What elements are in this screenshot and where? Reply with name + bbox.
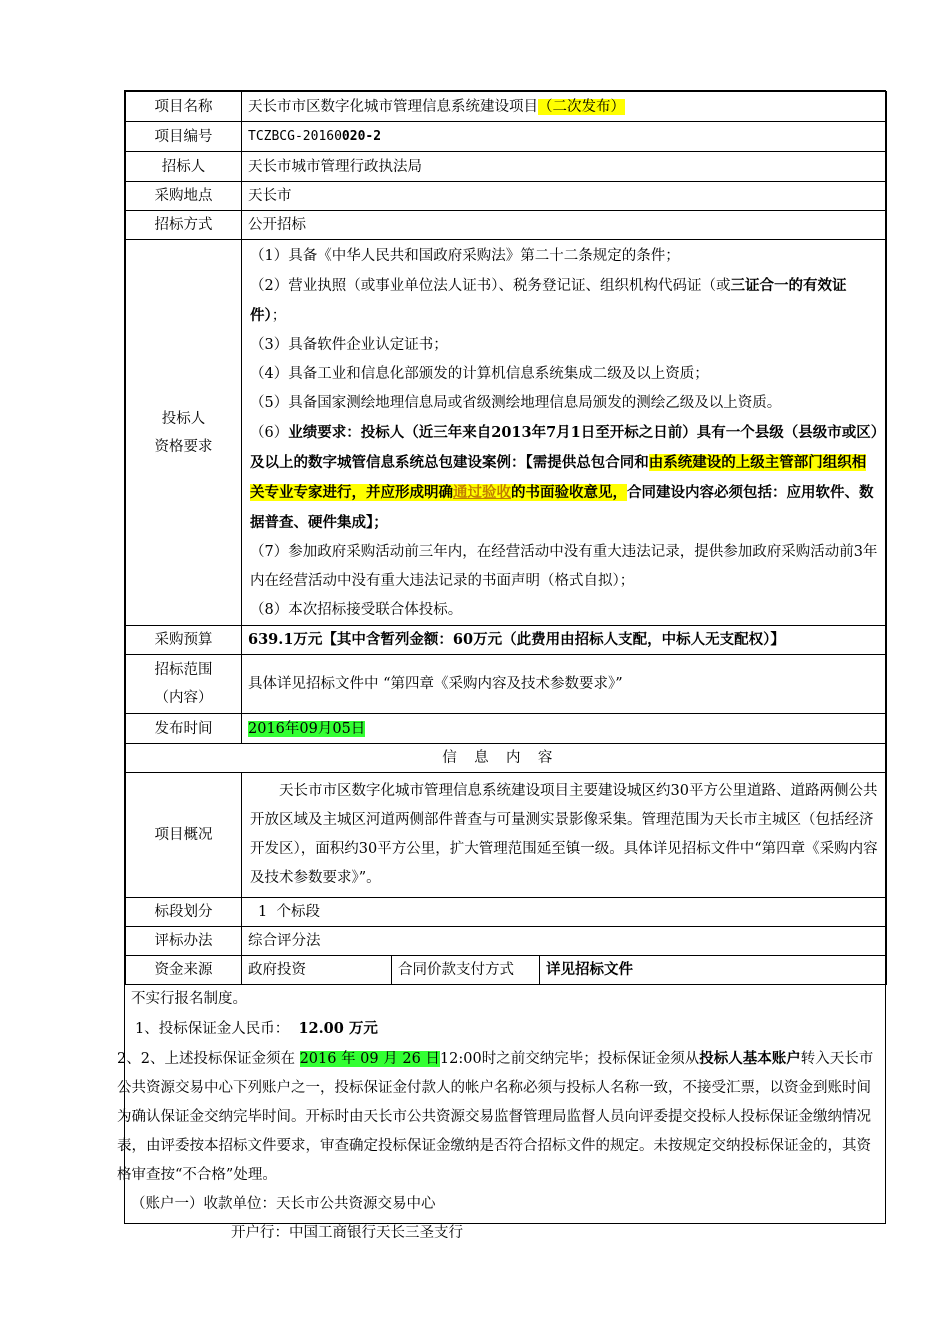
tender-document	[117, 90, 886, 1241]
value-budget	[242, 626, 887, 655]
req-2c: ；	[271, 308, 287, 324]
label-funding: 资金来源	[126, 956, 242, 985]
row-method	[126, 211, 887, 240]
deposit-amount-label: 1、投标保证金人民币：	[135, 1021, 299, 1037]
budget-text: 639.1万元【其中含暂列金额：60万元（此费用由招标人支配，中标人无支配权）】	[248, 631, 785, 648]
value-publish	[242, 714, 887, 744]
row-lots	[126, 898, 887, 927]
row-funding	[126, 956, 887, 985]
req-8: （8）本次招标接受联合体投标。	[250, 602, 463, 618]
label-tenderer: 招标人	[126, 152, 242, 182]
req-6f: 合同建设内容必须包括：应用软件、数据普查、硬件集成】；	[250, 484, 874, 531]
account-1-bank: 开户行：中国工商银行天长三圣支行	[231, 1225, 463, 1241]
label-req-line2: 资格要求	[154, 438, 213, 455]
payment-text: 详见招标文件	[546, 961, 633, 978]
label-requirements	[126, 240, 242, 626]
deposit-amount	[131, 1014, 879, 1044]
label-project-no: 项目编号	[126, 122, 242, 152]
req-2	[250, 271, 880, 331]
row-location	[126, 182, 887, 211]
label-payment: 合同价款支付方式	[392, 956, 540, 985]
info-header: 信息内容	[126, 744, 887, 773]
project-name-note: （二次发布）	[538, 98, 625, 115]
label-scope	[126, 655, 242, 714]
deposit-deadline: 2016 年 09 月 26 日	[299, 1051, 440, 1067]
row-publish	[126, 714, 887, 744]
deposit-amount-value: 12.00 万元	[298, 1020, 378, 1037]
req-6a: （6）	[250, 425, 289, 441]
label-budget: 采购预算	[126, 626, 242, 655]
req-6d: 通过验收	[453, 484, 511, 501]
req-7: （7）参加政府采购活动前三年内，在经营活动中没有重大违法记录，提供参加政府采购活动前3年内在经营活动中没有重大违法记录的书面声明（格式自拟）；	[250, 544, 878, 589]
row-overview	[126, 773, 887, 898]
label-evaluation: 评标办法	[126, 927, 242, 956]
label-scope-line1: 招标范围	[154, 662, 213, 678]
req-4: （4）具备工业和信息化部颁发的计算机信息系统集成二级及以上资质；	[250, 366, 709, 382]
row-budget	[126, 626, 887, 655]
label-lots: 标段划分	[126, 898, 242, 927]
label-location: 采购地点	[126, 182, 242, 211]
value-payment	[540, 956, 887, 985]
value-project-name	[242, 92, 887, 122]
deposit-terms-c: 投标人基本账户	[699, 1050, 801, 1067]
row-tenderer	[126, 152, 887, 182]
no-registration: 不实行报名制度。	[131, 991, 247, 1007]
req-1: （1）具备《中华人民共和国政府采购法》第二十二条规定的条件；	[250, 248, 680, 264]
value-overview: 天长市市区数字化城市管理信息系统建设项目主要建设城区约30平方公里道路、道路两侧公共开放区域及主城区河道两侧部件普查与可量测实景影像采集。管理范围为天长市主城区（包括经济开发区），面积约30平方公里，扩大管理范围延至镇一级。具体详见招标文件中“第四章《采购内容及技术参数要求》”。	[242, 773, 887, 898]
value-location: 天长市	[242, 182, 887, 211]
row-info-header	[126, 744, 887, 773]
req-2b: 三证合一的有效证件）	[250, 277, 847, 324]
project-no-a: TCZBCG-20160	[248, 129, 342, 144]
req-6e: 的书面验收意见，	[511, 484, 627, 501]
row-project-name	[126, 92, 887, 122]
row-evaluation	[126, 927, 887, 956]
req-2a: （2）营业执照（或事业单位法人证书）、税务登记证、组织机构代码证（或	[250, 278, 731, 294]
value-lots: 1 个标段	[242, 898, 887, 927]
deposit-section	[117, 985, 885, 1248]
deposit-terms	[117, 1044, 879, 1190]
value-evaluation: 综合评分法	[242, 927, 887, 956]
value-funding: 政府投资	[242, 956, 392, 985]
deposit-terms-d: 转入天长市公共资源交易中心下列账户之一，投标保证金付款人的帐户名称必须与投标人名称一致，不接受汇票，以资金到账时间为确认保证金交纳完毕时间。开标时由天长市公共资源交易监督管理局监督人员向评委提交投标人投标保证金缴纳情况表，由评委按本招标文件要求，审查确定投标保证金缴纳是否符合招标文件的规定。未按规定交纳投标保证金的，其资格审查按“不合格”处理。	[117, 1051, 874, 1183]
label-project-name: 项目名称	[126, 92, 242, 122]
value-requirements	[242, 240, 887, 626]
row-requirements	[126, 240, 887, 626]
req-6	[250, 418, 880, 538]
req-6c: 由系统建设的上级主管部门组织相关专业专家进行，并应形成明确	[250, 454, 867, 501]
label-overview: 项目概况	[126, 773, 242, 898]
account-1-payee: （账户一）收款单位：天长市公共资源交易中心	[131, 1196, 436, 1212]
label-publish: 发布时间	[126, 714, 242, 744]
value-tenderer: 天长市城市管理行政执法局	[242, 152, 887, 182]
label-method: 招标方式	[126, 211, 242, 240]
value-scope: 具体详见招标文件中 “第四章《采购内容及技术参数要求》”	[242, 655, 887, 714]
req-6b: 业绩要求：投标人（近三年来自2013年7月1日至开标之日前）具有一个县级（县级市或区）及以上的数字城管信息系统总包建设案例：【需提供总包合同和	[250, 424, 879, 471]
row-project-no	[126, 122, 887, 152]
req-3: （3）具备软件企业认定证书；	[250, 337, 448, 353]
tender-info-table	[125, 91, 887, 985]
req-5: （5）具备国家测绘地理信息局或省级测绘地理信息局颁发的测绘乙级及以上资质。	[250, 395, 782, 411]
deposit-terms-b: 12:00时之前交纳完毕；投标保证金须从	[439, 1051, 700, 1067]
label-scope-line2: （内容）	[154, 690, 213, 706]
value-method: 公开招标	[242, 211, 887, 240]
publish-date: 2016年09月05日	[248, 720, 366, 737]
project-name-text: 天长市市区数字化城市管理信息系统建设项目	[248, 98, 538, 115]
project-no-b: 020-2	[341, 129, 382, 144]
row-scope	[126, 655, 887, 714]
label-req-line1: 投标人	[161, 410, 206, 427]
value-project-no	[242, 122, 887, 152]
deposit-terms-a: 2、2、上述投标保证金须在	[117, 1051, 300, 1067]
